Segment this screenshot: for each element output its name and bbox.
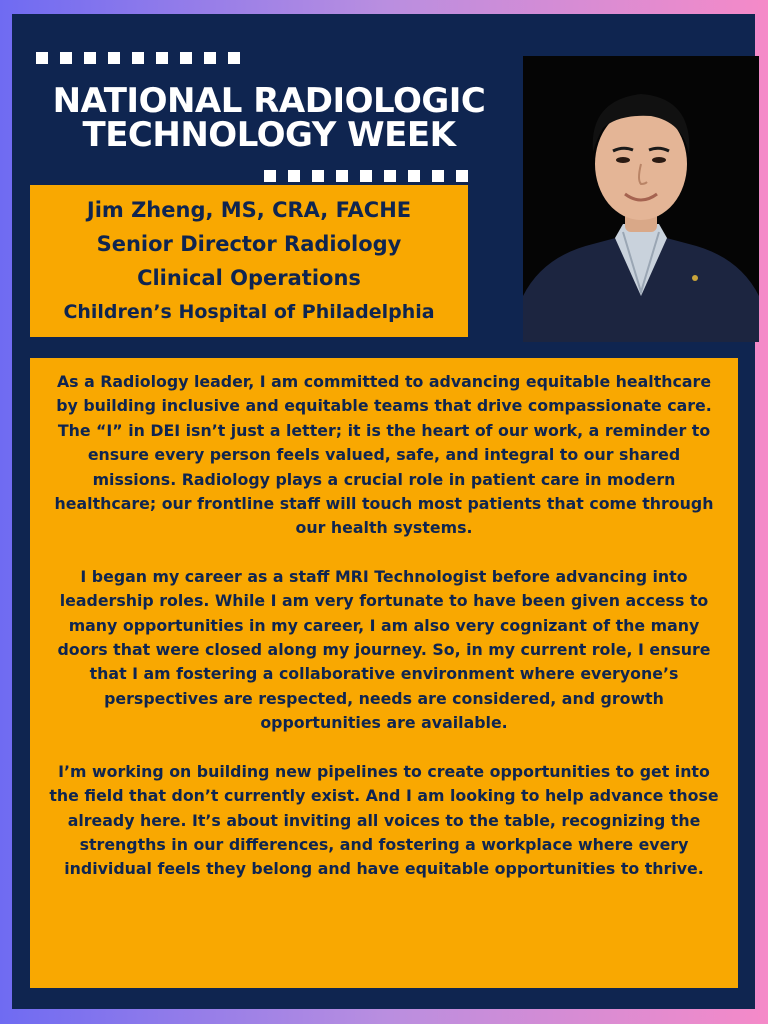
square-icon <box>36 52 48 64</box>
profile-organization: Children’s Hospital of Philadelphia <box>63 301 435 323</box>
square-icon <box>84 52 96 64</box>
square-icon <box>180 52 192 64</box>
square-icon <box>132 52 144 64</box>
statement-card <box>30 358 738 988</box>
portrait-illustration <box>523 56 759 342</box>
statement-paragraph-2: I began my career as a staff MRI Technologist before advancing into leadership roles. While I am very fortunate to have been given access to many opportunities in my career, I am also very cognizant of the many doors that were closed along my journey. So, in my current role, I ensure that I am fostering a collaborative environment where everyone’s perspectives are respected, needs are considered, and growth opportunities are available. <box>57 566 711 733</box>
profile-name: Jim Zheng, MS, CRA, FACHE <box>86 198 412 222</box>
square-icon <box>60 52 72 64</box>
square-icon <box>384 170 396 182</box>
decorative-squares-bottom <box>264 170 468 182</box>
statement-paragraph-1: As a Radiology leader, I am committed to advancing equitable healthcare by building inclusive and equitable teams that drive compassionate care. The “I” in DEI isn’t just a letter; it is the heart of our work, a reminder to ensure every person feels valued, safe, and integral to our shared missions. Radiology plays a crucial role in patient care in modern healthcare; our frontline staff will touch most patients that come through our health systems. <box>54 372 714 538</box>
title-line-1: NATIONAL RADIOLOGIC <box>52 81 486 121</box>
square-icon <box>288 170 300 182</box>
profile-title-line-2: Clinical Operations <box>137 266 361 290</box>
square-icon <box>432 170 444 182</box>
square-icon <box>360 170 372 182</box>
title-line-2: TECHNOLOGY WEEK <box>82 115 456 155</box>
square-icon <box>228 52 240 64</box>
square-icon <box>204 52 216 64</box>
square-icon <box>108 52 120 64</box>
square-icon <box>312 170 324 182</box>
profile-title-line-1: Senior Director Radiology <box>96 232 402 256</box>
square-icon <box>264 170 276 182</box>
portrait-photo <box>523 56 759 342</box>
square-icon <box>456 170 468 182</box>
square-icon <box>156 52 168 64</box>
square-icon <box>408 170 420 182</box>
statement-paragraph-3: I’m working on building new pipelines to create opportunities to get into the field that don’t currently exist. And I am looking to help advance those already here. It’s about inviting all voices to the table, recognizing the strengths in our differences, and fostering a workplace where every individual feels they belong and have equitable opportunities to thrive. <box>49 761 719 879</box>
poster-frame <box>12 14 755 1009</box>
decorative-squares-top <box>36 52 240 64</box>
poster-title <box>34 81 504 155</box>
square-icon <box>336 170 348 182</box>
profile-card <box>30 185 468 337</box>
